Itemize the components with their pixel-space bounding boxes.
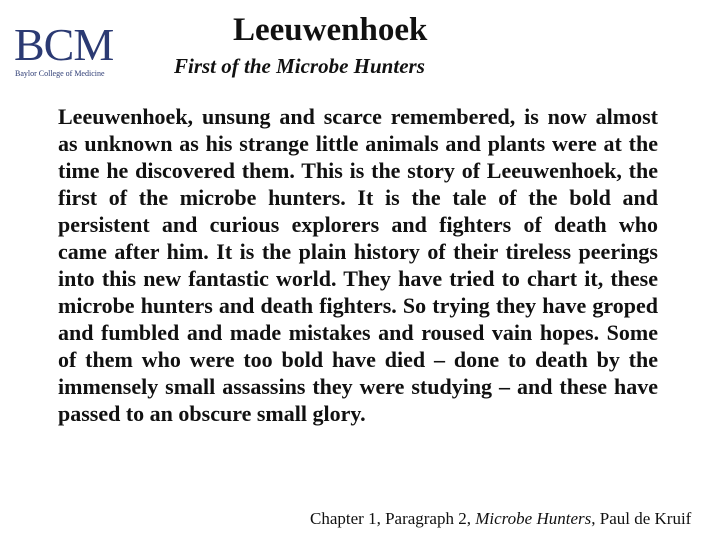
slide-subtitle: First of the Microbe Hunters xyxy=(174,54,425,78)
bcm-logo xyxy=(14,19,154,82)
citation-author: , Paul de Kruif xyxy=(591,509,692,528)
quote-paragraph: Leeuwenhoek, unsung and scarce remembered, is now almost as unknown as his strange little animals and plants were at the time he discovered them. This is the story of Leeuwenhoek, the first of the microbe hunters. It is the tale of the bold and persistent and curious explorers and fighters of death who came after him. It is the plain history of their tireless peerings into this new fantastic world. They have tried to chart it, these microbe hunters and death fighters. So trying they have groped and fumbled and made mistakes and roused vain hopes. Some of them who were too bold have died – done to death by the immensely small assassins they were studying – and these have passed to an obscure small glory. xyxy=(58,104,658,426)
citation-prefix: Chapter 1, Paragraph 2, xyxy=(310,509,476,528)
logo-subtitle: Baylor College of Medicine xyxy=(15,69,105,78)
slide-title: Leeuwenhoek xyxy=(233,12,428,48)
citation-book-title: Microbe Hunters xyxy=(475,509,592,528)
logo-letters: BCM xyxy=(14,19,114,70)
citation xyxy=(310,508,691,530)
